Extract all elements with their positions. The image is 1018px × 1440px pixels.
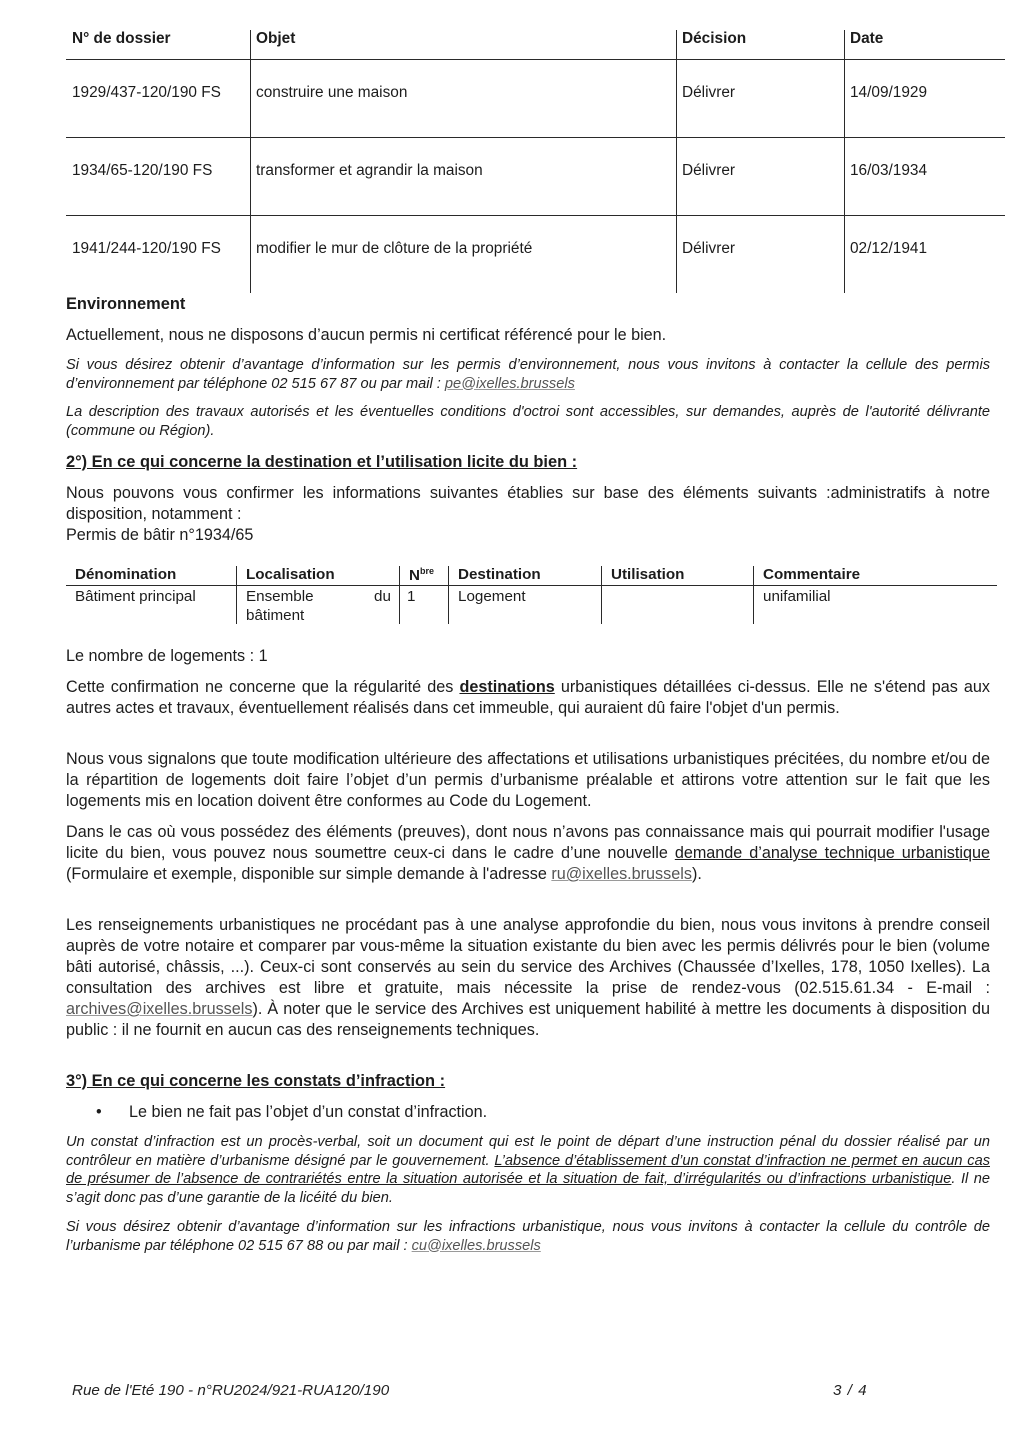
infraction-info: Un constat d’infraction est un procès-verbal, soit un document qui est le point de départ d’une instruction pénal du dossier réalisé par un contrôleur en matière d’urbanisme désigné par le gouvernement. L’absence d’établissement d’un constat d’infraction ne permet en aucun cas de présumer de l’absence de contrariétés entre la situation autorisée et la situation de fait, d’irrégularités ou d’infractions urbanistique. Il ne s’agit donc pas d’une garantie de la licéité du bien. [66, 1134, 991, 1206]
table-rule [66, 585, 997, 586]
section-title-environnement: Environnement [66, 295, 186, 313]
table-cell-decision: Délivrer [682, 240, 736, 257]
dt-cell-localisation: Ensemble [246, 588, 314, 605]
dt-cell-nombre: 1 [407, 588, 416, 605]
table-rule [66, 137, 1005, 138]
dt-header-denomination: Dénomination [75, 566, 177, 583]
table-cell-date: 14/09/1929 [850, 84, 928, 101]
dt-cell-localisation-2: bâtiment [246, 607, 305, 624]
table-rule [66, 215, 1005, 216]
dt-header-destination: Destination [458, 566, 541, 583]
table-col-divider [399, 566, 400, 624]
table-col-divider [601, 566, 602, 624]
section2-paragraph-1: Cette confirmation ne concerne que la régularité des destinations urbanistiques détaillées ci-dessus. Elle ne s'étend pas aux autres actes et travaux, éventuellement réalisés dans cet immeuble, qui auraient dû faire l'objet d'un permis. [66, 678, 990, 717]
section2-paragraph-3: Dans le cas où vous possédez des éléments (preuves), dont nous n’avons pas connaissance mais qui pourrait modifier l'usage licite du bien, vous pouvez nous soumettre ceux-ci dans le cadre d’une nouvelle demande d’analyse technique urbanistique (Formulaire et exemple, disponible sur simple demande à l'adresse ru@ixelles.brussels). [66, 823, 990, 883]
email-link-pe[interactable]: pe@ixelles.brussels [444, 375, 575, 392]
table-col-divider [676, 30, 677, 293]
section-title-infractions: 3°) En ce qui concerne les constats d’infraction : [66, 1072, 446, 1090]
bullet-icon: • [96, 1103, 102, 1121]
table-cell-decision: Délivrer [682, 84, 736, 101]
infraction-bullet-text: Le bien ne fait pas l’objet d’un constat d’infraction. [129, 1103, 488, 1121]
table-col-divider [448, 566, 449, 624]
environnement-info-2: La description des travaux autorisés et les éventuelles conditions d'octroi sont accessibles, sur demandes, auprès de l'autorité délivrante (commune ou Région). [66, 404, 990, 439]
footer-address: Rue de l'Eté 190 - n°RU2024/921-RUA120/190 [72, 1382, 390, 1399]
environnement-text: Actuellement, nous ne disposons d’aucun permis ni certificat référencé pour le bien. [66, 326, 667, 344]
table-cell-objet: transformer et agrandir la maison [256, 162, 483, 179]
table-cell-objet: modifier le mur de clôture de la propriété [256, 240, 533, 257]
page-number: 3 / 4 [833, 1382, 868, 1399]
section2-paragraph-4: Les renseignements urbanistiques ne procédant pas à une analyse approfondie du bien, nous vous invitons à prendre conseil auprès de votre notaire et comparer par vous-même la situation existante du bien avec les permis délivrés pour le bien (volume bâti autorisé, châssis, ...). Ceux-ci sont conservés au sein du service des Archives (Chaussée d’Ixelles, 178, 1050 Ixelles). La consultation des archives est libre et gratuite, mais nécessite la prise de rendez-vous (02.515.61.34 - E-mail : archives@ixelles.brussels). À noter que le service des Archives est uniquement habilité à mettre les documents à disposition du public : il ne fournit en aucun cas des renseignements techniques. [66, 916, 990, 1039]
email-link-archives[interactable]: archives@ixelles.brussels [66, 1000, 253, 1018]
dt-header-localisation: Localisation [246, 566, 335, 583]
link-demande-analyse[interactable]: demande d’analyse technique urbanistique [674, 844, 990, 862]
email-link-ru[interactable]: ru@ixelles.brussels [551, 865, 692, 883]
section-title-destination: 2°) En ce qui concerne la destination et l’utilisation licite du bien : [66, 453, 578, 471]
section2-intro: Nous pouvons vous confirmer les informations suivantes établies sur base des éléments suivants :administratifs à notre disposition, notamment : [66, 484, 990, 523]
infraction-info-2: Si vous désirez obtenir d’avantage d’information sur les infractions urbanistique, nous vous invitons à contacter la cellule du contrôle de l’urbanisme par téléphone 02 515 67 88 ou par mail : cu@ixelles.brussels [66, 1219, 990, 1254]
section2-paragraph-2: Nous vous signalons que toute modification ultérieure des affectations et utilisations urbanistiques précitées, du nombre et/ou de la répartition de logements doit faire l’objet d’un permis d’urbanisme préalable et attirons votre attention sur le fait que les logements mis en location doivent être conformes au Code du Logement. [66, 750, 990, 810]
permit-reference: Permis de bâtir n°1934/65 [66, 526, 254, 544]
table-col-divider [844, 30, 845, 293]
table-cell-decision: Délivrer [682, 162, 736, 179]
table-rule [66, 59, 1005, 60]
col-header-decision: Décision [682, 30, 747, 47]
dt-cell-localisation-du: du [374, 588, 391, 605]
environnement-info: Si vous désirez obtenir d’avantage d’information sur les permis d’environnement, nous vous invitons à contacter la cellule des permis d’environnement par téléphone 02 515 67 87 ou par mail : pe@ixelles.brussels [66, 357, 990, 392]
table-cell-date: 16/03/1934 [850, 162, 928, 179]
dt-cell-commentaire: unifamilial [763, 588, 831, 605]
table-col-divider [753, 566, 754, 624]
dt-cell-destination: Logement [458, 588, 526, 605]
dt-cell-denomination: Bâtiment principal [75, 588, 196, 605]
logements-count: Le nombre de logements : 1 [66, 647, 268, 665]
dt-header-nombre: $N^{bre}$ [409, 566, 434, 585]
table-cell-dossier: 1941/244-120/190 FS [72, 240, 221, 257]
col-header-dossier: N° de dossier [72, 30, 171, 47]
dt-header-utilisation: Utilisation [611, 566, 685, 583]
email-link-cu[interactable]: cu@ixelles.brussels [411, 1237, 541, 1254]
table-cell-objet: construire une maison [256, 84, 408, 101]
table-cell-date: 02/12/1941 [850, 240, 928, 257]
dt-header-commentaire: Commentaire [763, 566, 861, 583]
table-cell-dossier: 1934/65-120/190 FS [72, 162, 213, 179]
col-header-date: Date [850, 30, 884, 47]
col-header-objet: Objet [256, 30, 296, 47]
table-cell-dossier: 1929/437-120/190 FS [72, 84, 221, 101]
table-col-divider [236, 566, 237, 624]
table-col-divider [250, 30, 251, 293]
